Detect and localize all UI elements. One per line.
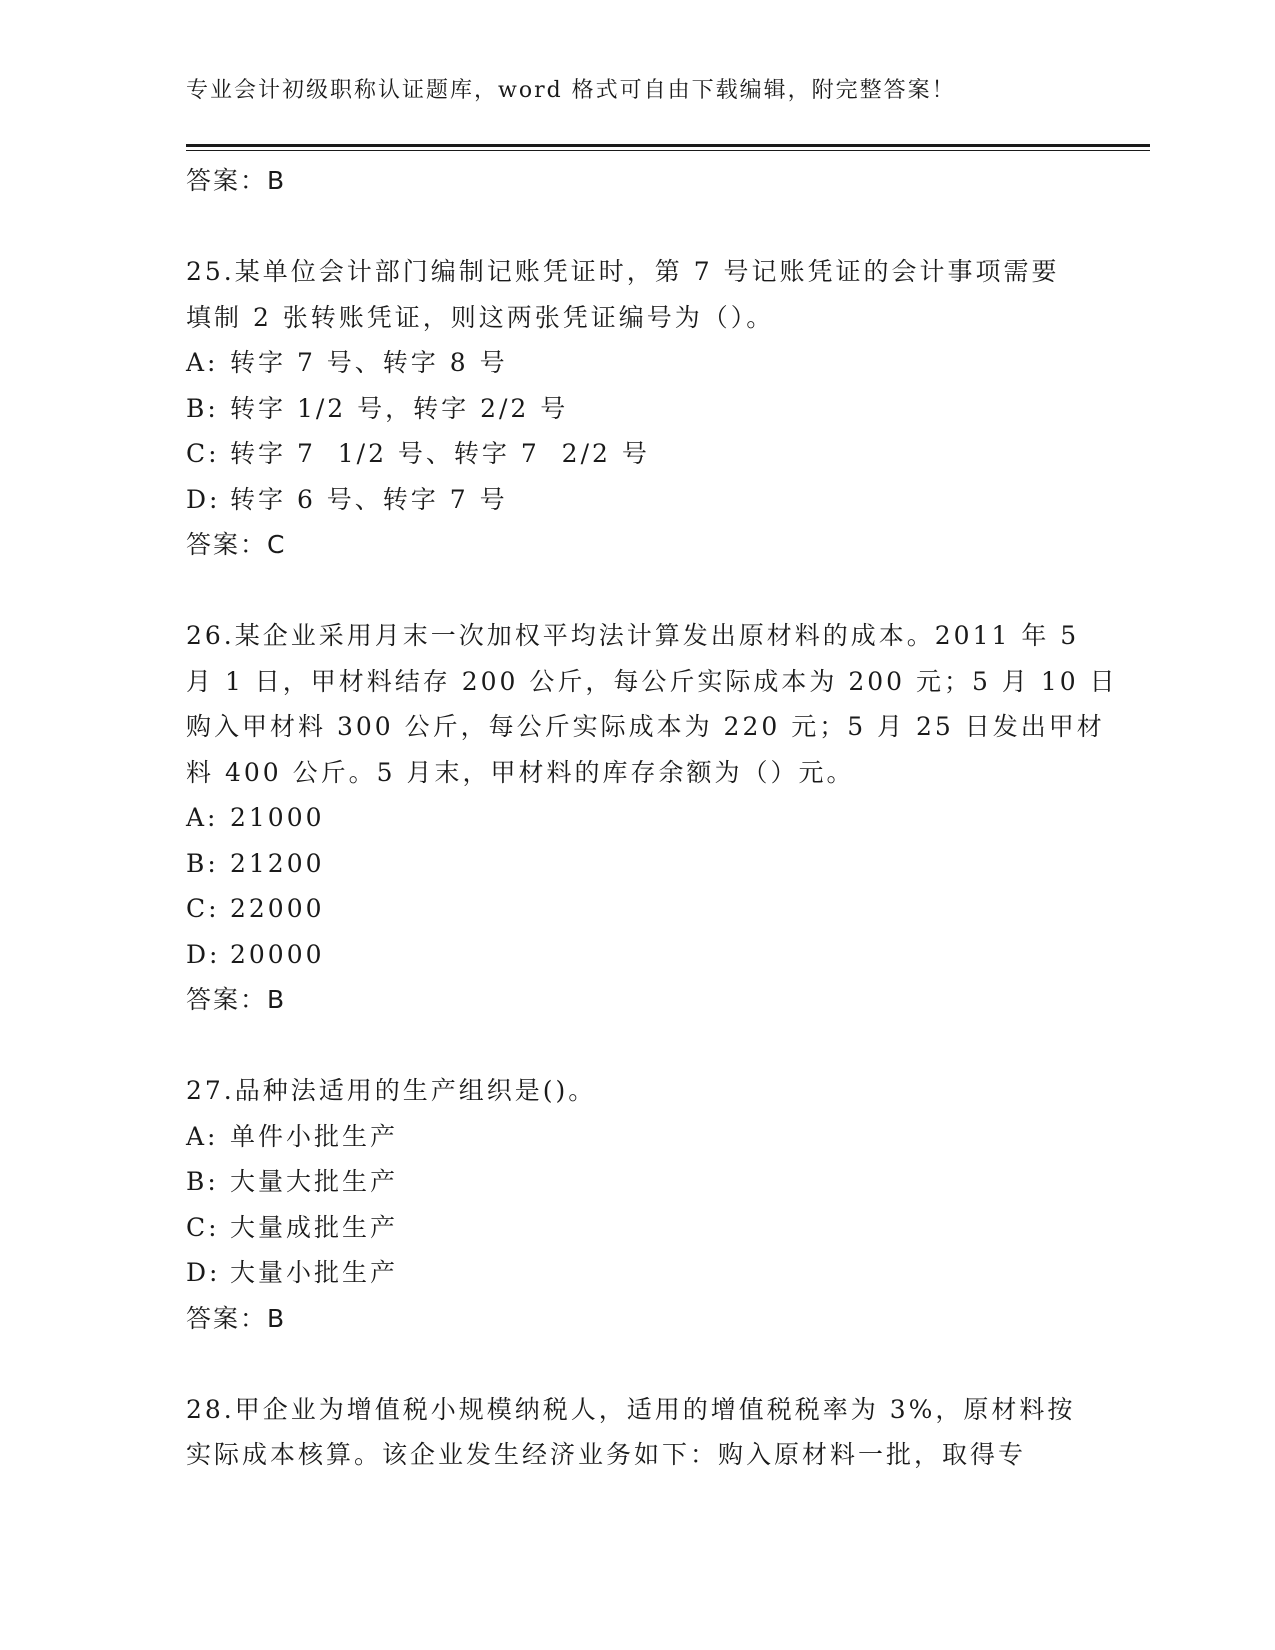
question-stem-line: 填制 2 张转账凭证，则这两张凭证编号为（）。 xyxy=(186,302,775,332)
option-label: D: xyxy=(186,484,221,514)
option-d xyxy=(186,932,1086,978)
question-stem-line: 购入甲材料 300 公斤，每公斤实际成本为 220 元；5 月 25 日发出甲材 xyxy=(186,712,1105,741)
question-stem-line: 料 400 公斤。5 月末，甲材料的库存余额为（）元。 xyxy=(186,757,855,787)
spacer xyxy=(186,568,1086,614)
option-label: B: xyxy=(186,848,219,878)
question-stem-line: 月 1 日，甲材料结存 200 公斤，每公斤实际成本为 200 元；5 月 10 日 xyxy=(186,666,1118,696)
option-text: 21200 xyxy=(230,848,325,878)
question-stem-line: 28.甲企业为增值税小规模纳税人，适用的增值税税率为 3%，原材料按 xyxy=(186,1394,1076,1424)
option-d xyxy=(186,477,1086,523)
question-stem-line: 25.某单位会计部门编制记账凭证时，第 7 号记账凭证的会计事项需要 xyxy=(186,257,1060,286)
question-stem-line: 26.某企业采用月末一次加权平均法计算发出原材料的成本。2011 年 5 xyxy=(186,621,1080,650)
option-label: A: xyxy=(186,348,219,377)
answer-q25: 答案：C xyxy=(186,530,287,559)
option-text: 大量成批生产 xyxy=(230,1212,399,1242)
question-25 xyxy=(186,249,1086,568)
option-text: 转字 1/2 号，转字 2/2 号 xyxy=(230,393,569,423)
option-label: B: xyxy=(186,393,219,423)
option-c xyxy=(186,1205,1086,1251)
header-rule-thick xyxy=(186,144,1150,147)
question-stem-line: 实际成本核算。该企业发生经济业务如下：购入原材料一批，取得专 xyxy=(186,1440,1027,1469)
option-a xyxy=(186,340,1086,386)
option-d xyxy=(186,1250,1086,1296)
page-header: 专业会计初级职称认证题库，word 格式可自由下载编辑，附完整答案！ xyxy=(186,78,956,103)
option-text: 转字 7 1/2 号、转字 7 2/2 号 xyxy=(230,439,650,468)
option-text: 转字 7 号、转字 8 号 xyxy=(230,348,508,377)
spacer xyxy=(186,1341,1086,1387)
option-text: 20000 xyxy=(230,939,325,969)
spacer xyxy=(186,204,1086,250)
option-b xyxy=(186,841,1086,887)
option-a xyxy=(186,795,1086,841)
option-label: C: xyxy=(186,1212,220,1242)
document-body xyxy=(186,158,1118,1478)
option-label: A: xyxy=(186,803,219,832)
header-rule-thin xyxy=(186,150,1150,151)
option-a xyxy=(186,1114,1086,1160)
option-text: 大量大批生产 xyxy=(230,1167,399,1196)
question-26 xyxy=(186,613,1118,1023)
option-text: 大量小批生产 xyxy=(230,1258,399,1287)
option-b xyxy=(186,1159,1086,1205)
option-text: 单件小批生产 xyxy=(230,1121,399,1151)
option-label: B: xyxy=(186,1167,219,1196)
option-label: D: xyxy=(186,939,221,969)
question-27 xyxy=(186,1068,1086,1341)
option-label: A: xyxy=(186,1121,219,1151)
option-label: C: xyxy=(186,894,220,923)
spacer xyxy=(186,1023,1086,1069)
question-28 xyxy=(186,1387,1086,1478)
question-stem-line: 27.品种法适用的生产组织是()。 xyxy=(186,1076,597,1105)
answer-q27: 答案：B xyxy=(186,1303,287,1333)
answer-q26: 答案：B xyxy=(186,985,287,1014)
answer-q24: 答案：B xyxy=(186,166,287,195)
option-text: 21000 xyxy=(230,803,325,832)
option-text: 转字 6 号、转字 7 号 xyxy=(230,484,508,514)
option-label: C: xyxy=(186,439,220,468)
option-c xyxy=(186,886,1086,932)
option-c xyxy=(186,431,1086,477)
option-text: 22000 xyxy=(230,894,325,923)
option-b xyxy=(186,386,1086,432)
option-label: D: xyxy=(186,1258,221,1287)
